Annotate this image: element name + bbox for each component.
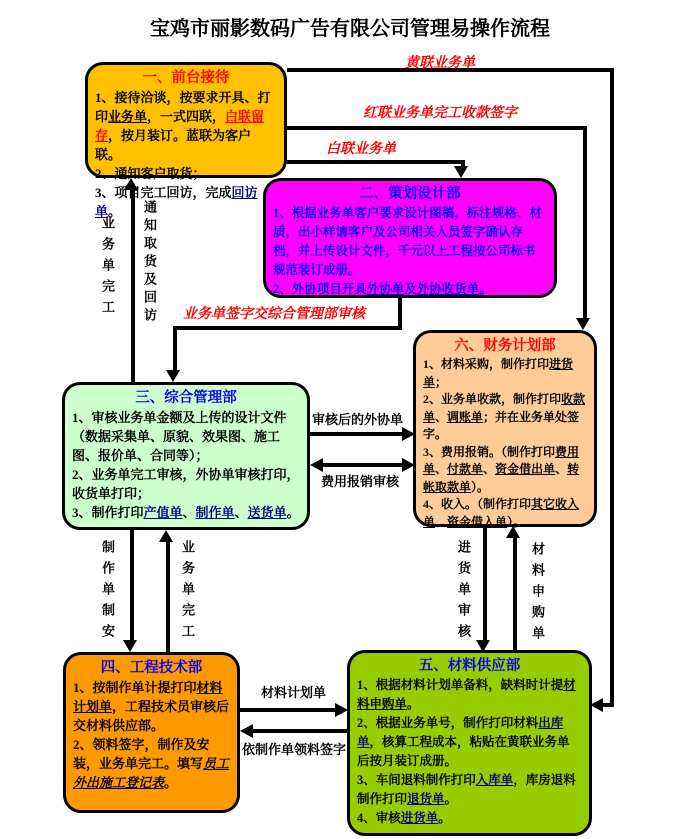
label-material-plan: 材料计划单	[261, 685, 327, 700]
connector-yellow-copy-line	[610, 68, 614, 707]
box-front-desk-body: 1、接待洽谈，按要求开具、打印业务单，一式四联，白联留存，按月装订。蓝联为客户联。 2、通知客户取货； 3、项目完工回访，完成回访单。	[95, 90, 271, 219]
connector-pick-sign-line	[253, 729, 348, 733]
box-front-desk-title: 一、前台接待	[142, 70, 230, 86]
box-front-desk	[85, 62, 287, 219]
box-engineering-dept	[63, 652, 240, 813]
connector-red-copy-line	[583, 126, 587, 320]
label-pick-sign: 依制作单领料签字	[242, 742, 347, 757]
connector-material-plan-line	[240, 708, 335, 712]
connector-sign-review-line	[173, 326, 402, 330]
box-management-dept-title: 三、综合管理部	[135, 390, 237, 406]
label-sign-review: 业务单签字交综合管理部审核	[183, 307, 365, 322]
label-reviewed-outsource: 审核后的外协单	[312, 412, 404, 427]
connector-reviewed-outsource-line	[310, 432, 402, 436]
box-engineering-dept-body: 1、按制作单计提打印材料计划单，工程技术员审核后交材料供应部。 2、领料签字，制作及安装，业务单完工。填写员工外出施工登记表。	[73, 680, 230, 790]
label-white-copy: 白联业务单	[326, 142, 396, 157]
connector-red-copy-line	[287, 126, 587, 130]
label-purchase-review: 进货单审核	[456, 540, 471, 645]
arrowhead-into-management-bottom-icon	[159, 530, 173, 542]
arrowhead-into-engineering-icon	[123, 640, 137, 652]
connector-expense-review-line	[322, 463, 402, 467]
arrowhead-into-finance-icon	[576, 318, 590, 330]
box-supply-dept-title: 五、材料供应部	[418, 658, 521, 674]
box-supply-dept	[347, 650, 592, 836]
connector-sign-review-line	[173, 330, 177, 371]
label-order-done-bottom: 业务单完工	[180, 540, 195, 645]
label-material-request: 材料申购单	[530, 542, 545, 647]
page-title: 宝鸡市丽影数码广告有限公司管理易操作流程	[150, 18, 550, 40]
arrowhead-into-management-icon	[166, 370, 180, 382]
label-notify-pickup: 通知取货及回访	[142, 200, 157, 326]
box-finance-dept	[413, 330, 597, 527]
label-expense-review: 费用报销审核	[321, 474, 400, 489]
box-finance-dept-body: 1、材料采购，制作打印进货单； 2、业务单收款，制作打印收款单、调账单；并在业务单处签字。 3、费用报销。（制作打印费用单、付款单、资金借出单、转帐取款单）。 4、收入。（制作打印其它收入单、资金借入单）。	[423, 357, 586, 529]
label-make-install: 制作单制安	[100, 540, 115, 645]
box-design-dept	[263, 178, 557, 298]
box-management-dept-body: 1、审核业务单金额及上传的设计文件（数据采集单、原貌、效果图、施工图、报价单、合同等）； 2、业务单完工审核，外协单审核打印，收货单打印； 3、制作打印产值单、制作单、送货单。	[72, 410, 300, 520]
label-red-copy: 红联业务单完工收款签字	[363, 106, 517, 121]
connector-purchase-review-line	[483, 527, 487, 641]
arrowhead-into-engineering-right-icon	[240, 724, 253, 738]
box-engineering-dept-title: 四、工程技术部	[100, 660, 203, 676]
label-order-done-top: 业务单完工	[100, 216, 115, 321]
connector-white-copy-line	[287, 160, 465, 164]
box-supply-dept-body: 1、根据材料计划单备料，缺料时计提材料申购单。 2、根据业务单号，制作打印材料出库单，核算工程成本，粘贴在黄联业务单后按月装订成册。 3、车间退料制作打印入库单，库房退料制作打印退货单。 4、审核进货单。	[357, 678, 576, 825]
connector-make-install-line	[130, 530, 134, 641]
arrowhead-into-design-icon	[454, 166, 468, 178]
connector-material-request-line	[513, 538, 517, 652]
box-management-dept	[62, 382, 310, 530]
box-finance-dept-title: 六、财务计划部	[454, 338, 556, 354]
box-design-dept-title: 二、策划设计部	[359, 186, 461, 202]
arrowhead-into-management-left-icon	[310, 458, 323, 472]
label-yellow-copy: 黄联业务单	[405, 56, 475, 71]
connector-order-done-up-line	[166, 541, 170, 652]
box-design-dept-body: 1、根据业务单客户要求设计图稿，标注规格、材质，出小样请客户及公司相关人员签字确认存档，并上传设计文件，千元以上工程按公司标书规范装订成册。 2、外协项目开具外协单及外协收货单。	[273, 206, 542, 296]
